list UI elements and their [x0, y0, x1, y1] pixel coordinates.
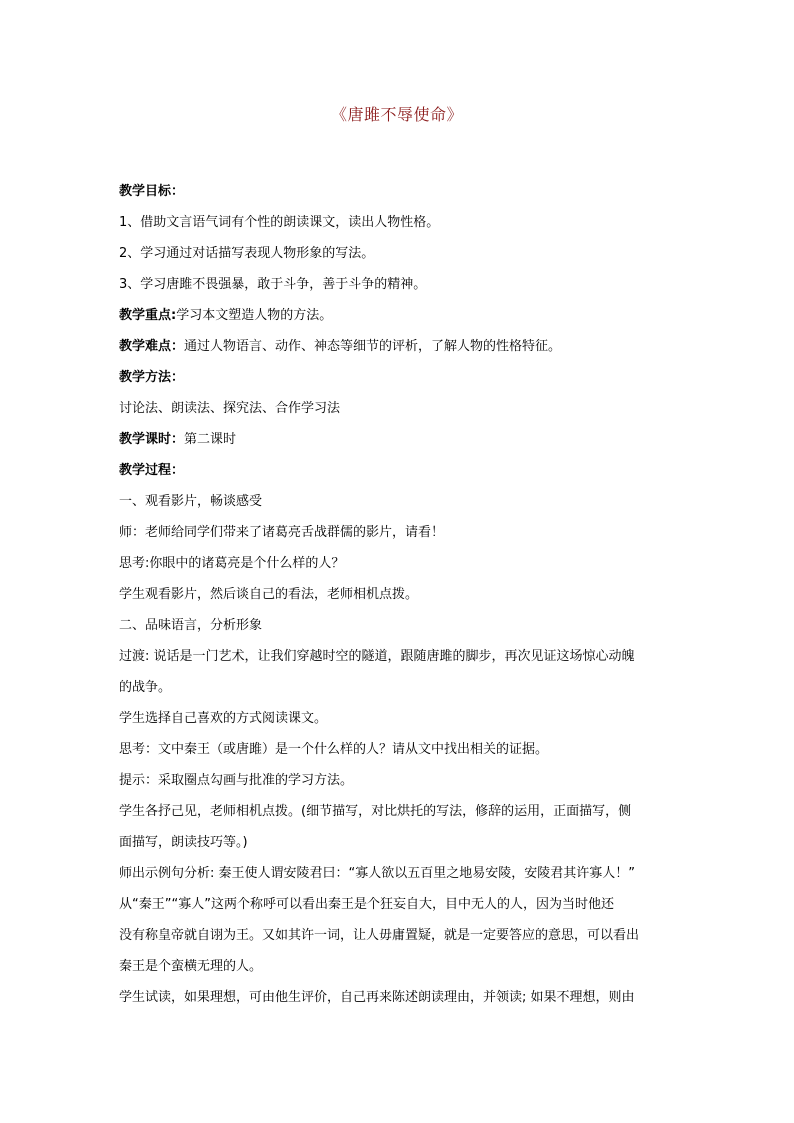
paragraph-line: 从“秦王”“寡人”这两个称呼可以看出秦王是个狂妄自大，目中无人的人，因为当时他还 [119, 897, 614, 912]
paragraph-line: 秦王是个蛮横无理的人。 [119, 959, 263, 974]
key-point [119, 300, 679, 331]
difficulty-label: 教学难点： [119, 339, 185, 354]
objective-item: 1、借助文言语气词有个性的朗读课文，读出人物性格。 [119, 215, 440, 230]
paragraph-line: 学生观看影片，然后谈自己的看法，老师相机点拨。 [119, 587, 419, 602]
methods-heading: 教学方法： [119, 370, 185, 385]
methods-text: 讨论法、朗读法、探究法、合作学习法 [119, 401, 341, 416]
paragraph-line: 的战争。 [119, 680, 172, 695]
paragraph-line: 学生试读，如果理想，可由他生评价，自己再来陈述朗读理由，并领读; 如果不理想，则由 [119, 990, 635, 1005]
key-point-label: 教学重点: [119, 308, 177, 323]
difficulty-text: 通过人物语言、动作、神态等细节的评析，了解人物的性格特征。 [184, 339, 562, 354]
document-title: 《唐雎不辱使命》 [330, 105, 463, 124]
paragraph-line: 提示：采取圈点勾画与批准的学习方法。 [119, 773, 354, 788]
paragraph-line: 面描写，朗读技巧等。) [119, 835, 248, 850]
objectives-heading: 教学目标： [119, 184, 185, 199]
hours [119, 424, 679, 455]
hours-text: 第二课时 [184, 432, 237, 447]
paragraph-line: 思考：文中秦王（或唐雎）是一个什么样的人？请从文中找出相关的证据。 [119, 742, 549, 757]
difficulty [119, 331, 679, 362]
paragraph-line: 过渡: 说话是一门艺术，让我们穿越时空的隧道，跟随唐雎的脚步，再次见证这场惊心动魄 [119, 649, 635, 664]
process-heading: 教学过程： [119, 463, 185, 478]
paragraph-line: 学生选择自己喜欢的方式阅读课文。 [119, 711, 328, 726]
paragraph-line: 二、品味语言，分析形象 [119, 618, 263, 633]
paragraph-line: 师出示例句分析: 秦王使人谓安陵君曰：“寡人欲以五百里之地易安陵，安陵君其许寡人！” [119, 866, 635, 881]
paragraph-line: 学生各抒己见，老师相机点拨。(细节描写，对比烘托的写法，修辞的运用，正面描写，侧 [119, 804, 632, 819]
objective-item: 3、学习唐雎不畏强暴，敢于斗争，善于斗争的精神。 [119, 277, 427, 292]
hours-label: 教学课时： [119, 432, 185, 447]
document-body [119, 176, 679, 1013]
paragraph-line: 思考:你眼中的诸葛亮是个什么样的人？ [119, 556, 345, 571]
paragraph-line: 没有称皇帝就自诩为王。又如其许一词，让人毋庸置疑，就是一定要答应的意思，可以看出 [119, 928, 640, 943]
objective-item: 2、学习通过对话描写表现人物形象的写法。 [119, 246, 375, 261]
paragraph-line: 师：老师给同学们带来了诸葛亮舌战群儒的影片，请看！ [119, 525, 445, 540]
key-point-text: 学习本文塑造人物的方法。 [176, 308, 333, 323]
paragraph-line: 一、观看影片，畅谈感受 [119, 494, 263, 509]
